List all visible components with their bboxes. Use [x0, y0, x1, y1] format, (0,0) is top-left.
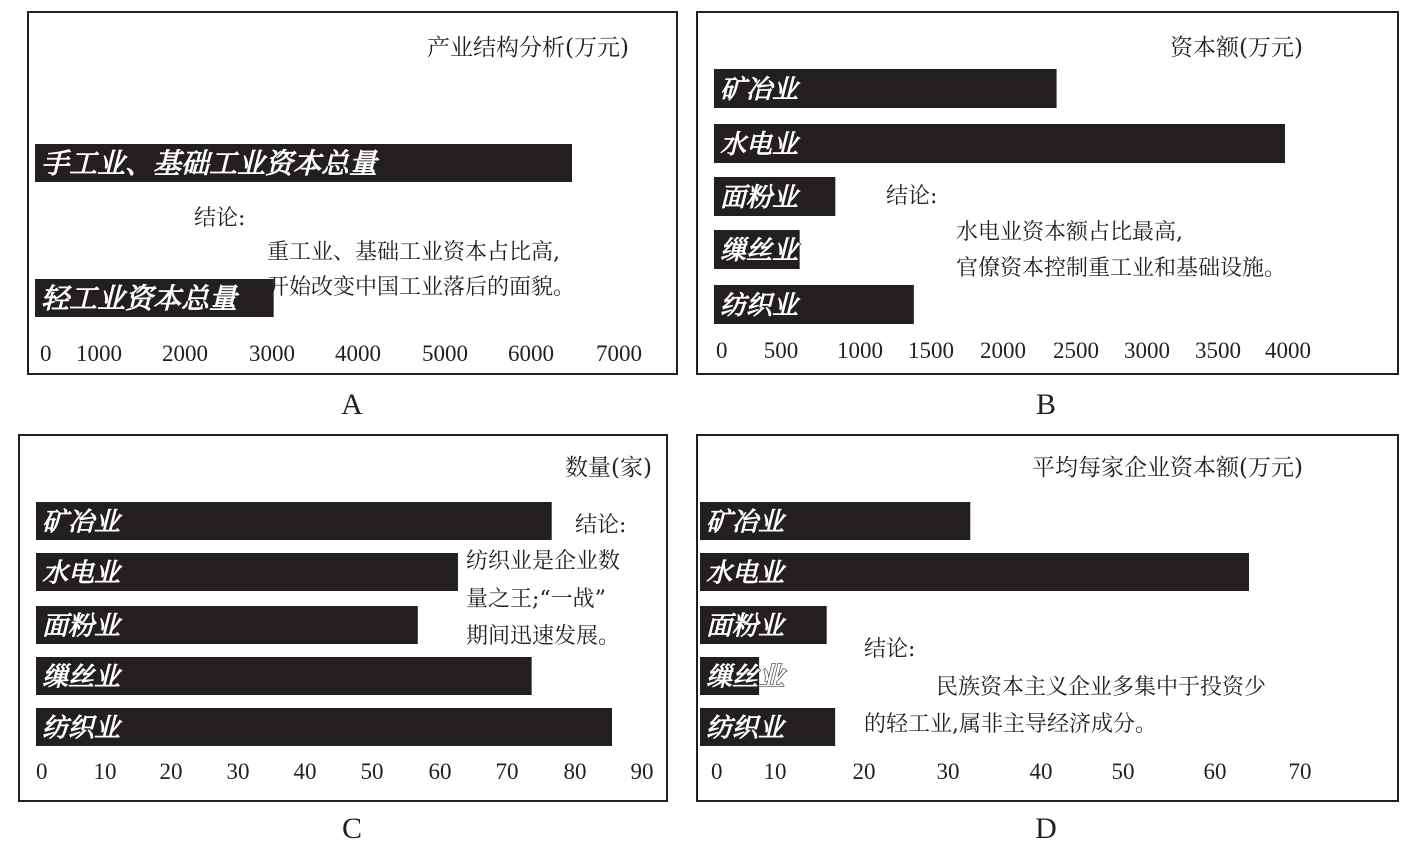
panel-label-a: A [341, 388, 363, 421]
chart-panel-d [696, 434, 1399, 802]
x-tick-label: 90 [630, 759, 654, 784]
x-tick-label: 1500 [908, 338, 954, 363]
category-label: 水电业 [42, 558, 121, 589]
x-tick-label: 2000 [162, 341, 208, 366]
conclusion-title: 结论: [886, 184, 938, 209]
chart-panel-a [27, 11, 678, 375]
conclusion-title: 结论: [194, 206, 246, 231]
x-tick-label: 10 [93, 759, 117, 784]
panel-label-b: B [1035, 388, 1056, 421]
x-tick-label: 0 [716, 338, 728, 363]
chart-title: 产业结构分析(万元) [427, 35, 629, 61]
x-tick-label: 40 [293, 759, 317, 784]
x-tick-label: 30 [936, 759, 960, 784]
x-tick-label: 0 [40, 341, 52, 366]
conclusion-title: 结论: [864, 637, 916, 662]
category-label: 矿冶业 [706, 507, 785, 538]
conclusion-line: 开始改变中国工业落后的面貌。 [267, 275, 576, 300]
conclusion-line: 水电业资本额占比最高, [956, 220, 1183, 245]
x-tick-label: 500 [763, 338, 799, 363]
category-label: 纺织业 [42, 713, 121, 744]
x-tick-label: 20 [159, 759, 183, 784]
chart-svg-d [698, 436, 1397, 800]
category-label: 纺织业 [720, 290, 799, 321]
chart-panel-b [696, 11, 1399, 375]
x-tick-label: 6000 [508, 341, 554, 366]
x-tick-label: 7000 [596, 341, 642, 366]
x-tick-label: 0 [711, 759, 723, 784]
conclusion-line: 期间迅速发展。 [466, 624, 621, 649]
category-label: 纺织业 [706, 713, 785, 744]
x-tick-label: 3000 [1124, 338, 1170, 363]
category-label: 矿冶业 [42, 507, 121, 538]
category-label: 手工业、基础工业资本总量 [41, 147, 378, 181]
conclusion-line: 纺织业是企业数 [466, 549, 621, 574]
category-label: 矿冶业 [720, 74, 799, 105]
x-tick-label: 4000 [1265, 338, 1311, 363]
chart-panel-c [18, 434, 668, 802]
conclusion-line: 民族资本主义企业多集中于投资少 [936, 675, 1267, 700]
conclusion-line: 量之王;“一战” [466, 587, 606, 612]
panel-label-c: C [341, 812, 362, 845]
category-label: 轻工业资本总量 [41, 282, 238, 316]
x-tick-label: 20 [852, 759, 876, 784]
x-tick-label: 2500 [1053, 338, 1099, 363]
x-tick-label: 50 [1111, 759, 1135, 784]
chart-svg-b [698, 13, 1397, 373]
x-tick-label: 50 [360, 759, 384, 784]
conclusion-title: 结论: [575, 513, 627, 538]
x-tick-label: 3500 [1195, 338, 1241, 363]
category-label: 缫丝业 [720, 235, 799, 266]
chart-svg-a [29, 13, 676, 373]
category-label: 水电业 [706, 558, 785, 589]
panel-label-d: D [1035, 812, 1057, 845]
conclusion-line: 重工业、基础工业资本占比高, [267, 240, 560, 265]
chart-svg-c [20, 436, 666, 800]
x-tick-label: 1000 [76, 341, 122, 366]
x-tick-label: 1000 [837, 338, 883, 363]
bar-5 [36, 708, 612, 746]
category-label: 缫丝业 [706, 662, 785, 693]
x-tick-label: 60 [428, 759, 452, 784]
x-tick-label: 5000 [422, 341, 468, 366]
category-label: 面粉业 [42, 611, 121, 642]
x-tick-label: 40 [1029, 759, 1053, 784]
category-label: 缫丝业 [42, 662, 121, 693]
x-tick-label: 30 [226, 759, 250, 784]
chart-title: 平均每家企业资本额(万元) [1032, 455, 1303, 481]
category-label: 面粉业 [720, 182, 799, 213]
x-tick-label: 70 [1288, 759, 1312, 784]
x-tick-label: 10 [763, 759, 787, 784]
x-tick-label: 3000 [249, 341, 295, 366]
conclusion-line: 的轻工业,属非主导经济成分。 [864, 712, 1157, 737]
category-label: 面粉业 [706, 611, 785, 642]
x-tick-label: 80 [563, 759, 587, 784]
chart-title: 数量(家) [565, 455, 652, 481]
category-label: 水电业 [720, 129, 799, 160]
x-tick-label: 0 [36, 759, 48, 784]
x-tick-label: 60 [1203, 759, 1227, 784]
x-tick-label: 2000 [980, 338, 1026, 363]
x-tick-label: 4000 [335, 341, 381, 366]
chart-title: 资本额(万元) [1170, 35, 1303, 61]
conclusion-line: 官僚资本控制重工业和基础设施。 [956, 256, 1287, 281]
x-tick-label: 70 [495, 759, 519, 784]
bar-2 [714, 124, 1285, 163]
